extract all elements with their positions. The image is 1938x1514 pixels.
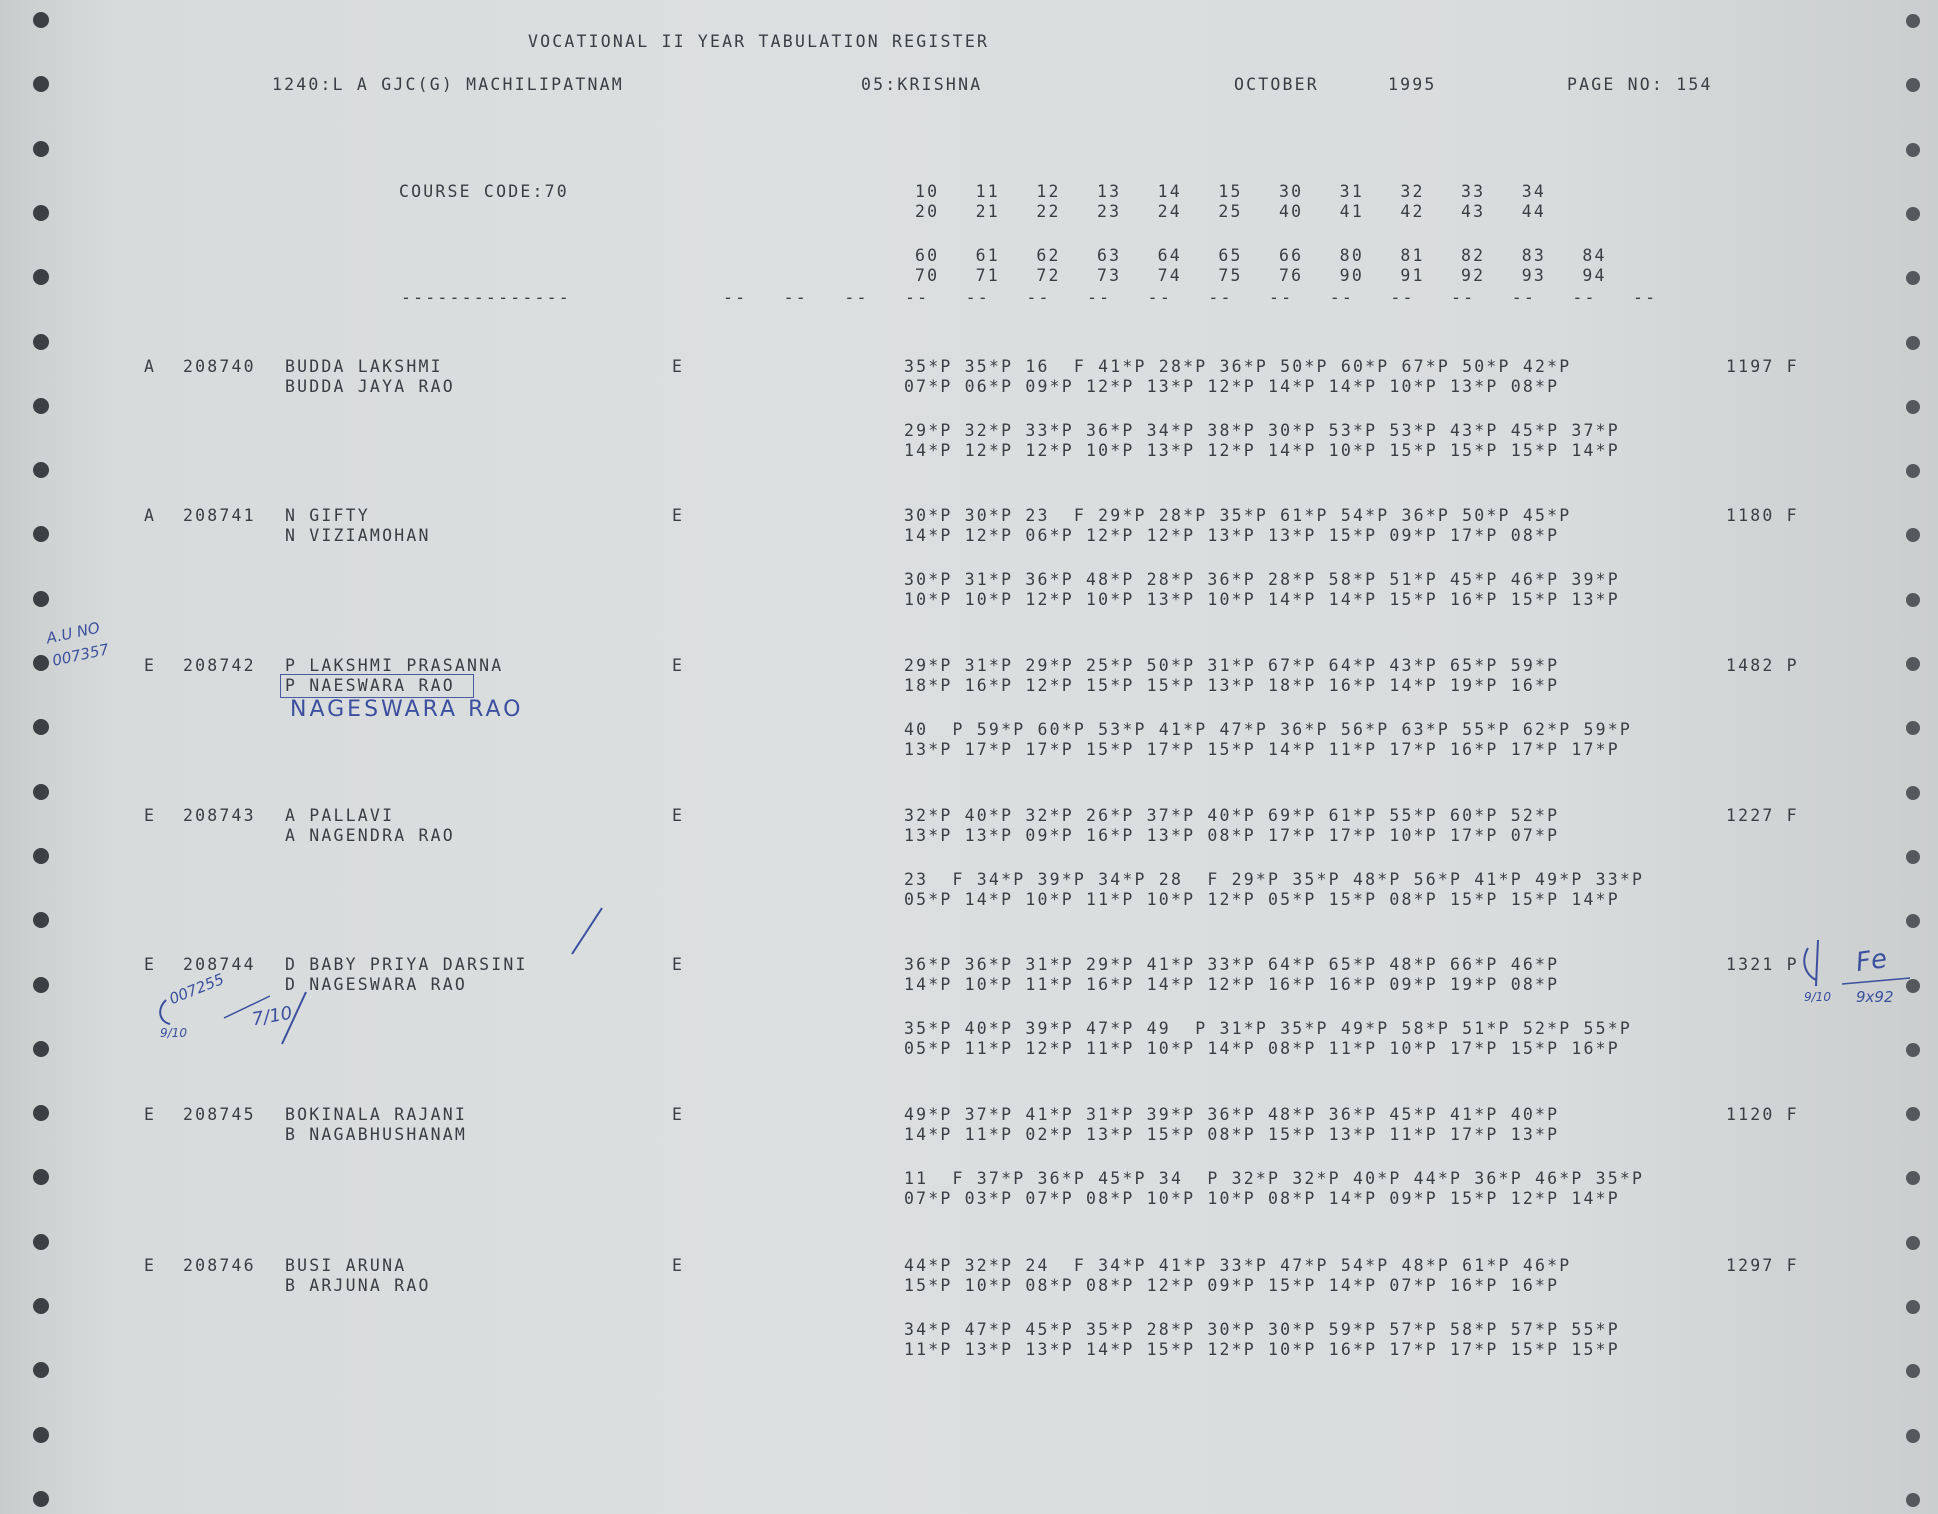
feed-hole-left <box>33 334 49 350</box>
record-number: 208746 <box>183 1256 256 1275</box>
feed-hole-right <box>1906 979 1920 993</box>
marks-line-3: 40 P 59*P 60*P 53*P 41*P 47*P 36*P 56*P 63*P 55*P 62*P 59*P <box>904 720 1633 739</box>
record-number: 208740 <box>183 357 256 376</box>
marks-line-1: 36*P 36*P 31*P 29*P 41*P 33*P 64*P 65*P 48*P 66*P 46*P <box>904 955 1560 974</box>
feed-hole-right <box>1906 400 1920 414</box>
record-number: 208744 <box>183 955 256 974</box>
feed-hole-left <box>33 719 49 735</box>
feed-hole-right <box>1906 528 1920 542</box>
record-medium: E <box>672 806 685 825</box>
marks-line-4: 10*P 10*P 12*P 10*P 13*P 10*P 14*P 14*P 15*P 16*P 15*P 13*P <box>904 590 1620 609</box>
father-name: A NAGENDRA RAO <box>285 826 455 845</box>
marks-line-2: 14*P 12*P 06*P 12*P 12*P 13*P 13*P 15*P 09*P 17*P 08*P <box>904 526 1560 545</box>
handwritten-note-a1: A.U NO <box>44 618 102 648</box>
feed-hole-right <box>1906 1364 1920 1378</box>
feed-hole-left <box>33 591 49 607</box>
marks-line-3: 29*P 32*P 33*P 36*P 34*P 38*P 30*P 53*P 53*P 43*P 45*P 37*P <box>904 421 1620 440</box>
feed-hole-left <box>33 1298 49 1314</box>
feed-hole-left <box>33 269 49 285</box>
father-name: B ARJUNA RAO <box>285 1276 431 1295</box>
record-medium: E <box>672 357 685 376</box>
feed-hole-right <box>1906 721 1920 735</box>
feed-hole-right <box>1906 1429 1920 1443</box>
handwritten-note-c1: Fe <box>1854 943 1889 979</box>
marks-line-4: 07*P 03*P 07*P 08*P 10*P 10*P 08*P 14*P 09*P 15*P 12*P 14*P <box>904 1189 1620 1208</box>
record-total: 1321 P <box>1726 955 1799 974</box>
record-category: E <box>144 955 157 974</box>
feed-hole-right <box>1906 1236 1920 1250</box>
marks-line-2: 14*P 11*P 02*P 13*P 15*P 08*P 15*P 13*P 11*P 17*P 13*P <box>904 1125 1560 1144</box>
feed-hole-left <box>33 1234 49 1250</box>
student-name: BUDDA LAKSHMI <box>285 357 443 376</box>
record-medium: E <box>672 955 685 974</box>
subject-codes-row-4: 70 71 72 73 74 75 76 90 91 92 93 94 <box>915 266 1607 285</box>
father-name: N VIZIAMOHAN <box>285 526 431 545</box>
record-total: 1482 P <box>1726 656 1799 675</box>
handwritten-correction: NAGESWARA RAO <box>290 697 524 722</box>
record-medium: E <box>672 506 685 525</box>
feed-hole-left <box>33 1427 49 1443</box>
father-name: B NAGABHUSHANAM <box>285 1125 468 1144</box>
handwritten-note-b2: 9/10 <box>160 1026 187 1040</box>
feed-hole-left <box>33 141 49 157</box>
feed-hole-left <box>33 462 49 478</box>
record-medium: E <box>672 1105 685 1124</box>
marks-line-4: 14*P 12*P 12*P 10*P 13*P 12*P 14*P 10*P 15*P 15*P 15*P 14*P <box>904 441 1620 460</box>
record-total: 1180 F <box>1726 506 1799 525</box>
feed-hole-right <box>1906 271 1920 285</box>
record-number: 208743 <box>183 806 256 825</box>
subject-codes-row-2: 20 21 22 23 24 25 40 41 42 43 44 <box>915 202 1546 221</box>
handwritten-note-a2: 007357 <box>50 640 111 670</box>
feed-hole-left <box>33 398 49 414</box>
record-number: 208742 <box>183 656 256 675</box>
record-category: A <box>144 357 157 376</box>
handwritten-note-c2: 9/10 <box>1804 990 1831 1004</box>
feed-hole-left <box>33 1105 49 1121</box>
father-name: BUDDA JAYA RAO <box>285 377 455 396</box>
dashes-long: -------------- <box>401 288 571 307</box>
marks-line-2: 07*P 06*P 09*P 12*P 13*P 12*P 14*P 14*P 10*P 13*P 08*P <box>904 377 1560 396</box>
marks-line-1: 30*P 30*P 23 F 29*P 28*P 35*P 61*P 54*P 36*P 50*P 45*P <box>904 506 1572 525</box>
record-total: 1197 F <box>1726 357 1799 376</box>
feed-hole-right <box>1906 207 1920 221</box>
record-category: E <box>144 1105 157 1124</box>
student-name: A PALLAVI <box>285 806 395 825</box>
feed-hole-left <box>33 12 49 28</box>
student-name: BUSI ARUNA <box>285 1256 407 1275</box>
feed-hole-right <box>1906 914 1920 928</box>
feed-hole-right <box>1906 336 1920 350</box>
feed-hole-left <box>33 848 49 864</box>
course-code: COURSE CODE:70 <box>399 182 569 201</box>
marks-line-2: 18*P 16*P 12*P 15*P 15*P 13*P 18*P 16*P 14*P 19*P 16*P <box>904 676 1560 695</box>
record-medium: E <box>672 656 685 675</box>
marks-line-3: 23 F 34*P 39*P 34*P 28 F 29*P 35*P 48*P 56*P 41*P 49*P 33*P <box>904 870 1645 889</box>
feed-hole-right <box>1906 1493 1920 1507</box>
record-category: A <box>144 506 157 525</box>
feed-hole-right <box>1906 593 1920 607</box>
correction-box <box>280 674 474 698</box>
student-name: P LAKSHMI PRASANNA <box>285 656 504 675</box>
handwritten-note-b1: 007255 <box>166 969 227 1009</box>
feed-hole-right <box>1906 1043 1920 1057</box>
feed-hole-right <box>1906 464 1920 478</box>
father-name: P NAESWARA RAO <box>285 676 455 695</box>
marks-line-4: 05*P 14*P 10*P 11*P 10*P 12*P 05*P 15*P 08*P 15*P 15*P 14*P <box>904 890 1620 909</box>
exam-month: OCTOBER <box>1234 75 1319 94</box>
marks-line-1: 35*P 35*P 16 F 41*P 28*P 36*P 50*P 60*P 67*P 50*P 42*P <box>904 357 1572 376</box>
feed-hole-left <box>33 1169 49 1185</box>
feed-hole-right <box>1906 78 1920 92</box>
feed-hole-left <box>33 784 49 800</box>
student-name: N GIFTY <box>285 506 370 525</box>
record-medium: E <box>672 1256 685 1275</box>
feed-hole-right <box>1906 1171 1920 1185</box>
marks-line-2: 13*P 13*P 09*P 16*P 13*P 08*P 17*P 17*P 10*P 17*P 07*P <box>904 826 1560 845</box>
feed-hole-left <box>33 76 49 92</box>
marks-line-1: 44*P 32*P 24 F 34*P 41*P 33*P 47*P 54*P 48*P 61*P 46*P <box>904 1256 1572 1275</box>
record-total: 1227 F <box>1726 806 1799 825</box>
student-name: D BABY PRIYA DARSINI <box>285 955 528 974</box>
marks-line-3: 30*P 31*P 36*P 48*P 28*P 36*P 28*P 58*P 51*P 45*P 46*P 39*P <box>904 570 1620 589</box>
marks-line-3: 35*P 40*P 39*P 47*P 49 P 31*P 35*P 49*P 58*P 51*P 52*P 55*P <box>904 1019 1633 1038</box>
feed-hole-right <box>1906 786 1920 800</box>
father-name: D NAGESWARA RAO <box>285 975 468 994</box>
feed-hole-left <box>33 1041 49 1057</box>
feed-hole-right <box>1906 143 1920 157</box>
marks-line-2: 15*P 10*P 08*P 08*P 12*P 09*P 15*P 14*P 07*P 16*P 16*P <box>904 1276 1560 1295</box>
feed-hole-right <box>1906 1300 1920 1314</box>
feed-hole-left <box>33 526 49 542</box>
handwritten-note-c3: 9x92 <box>1856 988 1894 1006</box>
feed-hole-right <box>1906 850 1920 864</box>
marks-line-4: 11*P 13*P 13*P 14*P 15*P 12*P 10*P 16*P 17*P 17*P 15*P 15*P <box>904 1340 1620 1359</box>
marks-line-2: 14*P 10*P 11*P 16*P 14*P 12*P 16*P 16*P 09*P 19*P 08*P <box>904 975 1560 994</box>
register-title: VOCATIONAL II YEAR TABULATION REGISTER <box>528 32 990 51</box>
feed-hole-right <box>1906 1107 1920 1121</box>
record-number: 208745 <box>183 1105 256 1124</box>
record-number: 208741 <box>183 506 256 525</box>
page-number: PAGE NO: 154 <box>1567 75 1713 94</box>
feed-hole-left <box>33 1362 49 1378</box>
marks-line-3: 34*P 47*P 45*P 35*P 28*P 30*P 30*P 59*P 57*P 58*P 57*P 55*P <box>904 1320 1620 1339</box>
handwritten-note-b3: 7/10 <box>250 1002 294 1031</box>
marks-line-4: 13*P 17*P 17*P 15*P 17*P 15*P 14*P 11*P 17*P 16*P 17*P 17*P <box>904 740 1620 759</box>
record-total: 1297 F <box>1726 1256 1799 1275</box>
dashes-short: -- -- -- -- -- -- -- -- -- -- -- -- -- -- -- -- <box>723 288 1658 307</box>
record-category: E <box>144 656 157 675</box>
record-total: 1120 F <box>1726 1105 1799 1124</box>
marks-line-4: 05*P 11*P 12*P 11*P 10*P 14*P 08*P 11*P 10*P 17*P 15*P 16*P <box>904 1039 1620 1058</box>
feed-hole-left <box>33 655 49 671</box>
student-name: BOKINALA RAJANI <box>285 1105 468 1124</box>
subject-codes-row-1: 10 11 12 13 14 15 30 31 32 33 34 <box>915 182 1546 201</box>
record-category: E <box>144 1256 157 1275</box>
marks-line-3: 11 F 37*P 36*P 45*P 34 P 32*P 32*P 40*P 44*P 36*P 46*P 35*P <box>904 1169 1645 1188</box>
feed-hole-left <box>33 1491 49 1507</box>
marks-line-1: 29*P 31*P 29*P 25*P 50*P 31*P 67*P 64*P 43*P 65*P 59*P <box>904 656 1560 675</box>
marks-line-1: 49*P 37*P 41*P 31*P 39*P 36*P 48*P 36*P 45*P 41*P 40*P <box>904 1105 1560 1124</box>
feed-hole-left <box>33 912 49 928</box>
district-name: 05:KRISHNA <box>861 75 983 94</box>
feed-hole-left <box>33 205 49 221</box>
marks-line-1: 32*P 40*P 32*P 26*P 37*P 40*P 69*P 61*P 55*P 60*P 52*P <box>904 806 1560 825</box>
subject-codes-row-3: 60 61 62 63 64 65 66 80 81 82 83 84 <box>915 246 1607 265</box>
feed-hole-right <box>1906 14 1920 28</box>
exam-year: 1995 <box>1388 75 1437 94</box>
record-category: E <box>144 806 157 825</box>
feed-hole-right <box>1906 657 1920 671</box>
college-name: 1240:L A GJC(G) MACHILIPATNAM <box>272 75 624 94</box>
feed-hole-left <box>33 977 49 993</box>
